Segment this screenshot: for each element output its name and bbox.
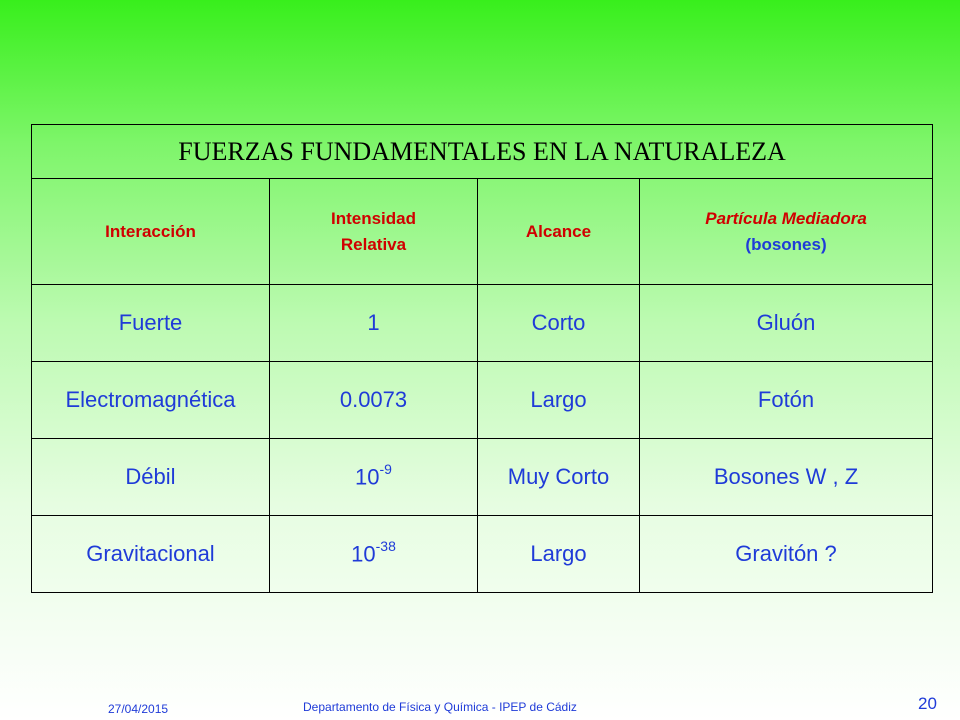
header-particula-line2: (bosones): [745, 234, 827, 254]
header-intensidad-line2: Relativa: [340, 234, 407, 254]
forces-table: [31, 124, 933, 593]
cell-particula: Bosones W , Z: [640, 439, 933, 516]
cell-particula: Fotón: [640, 362, 933, 439]
table-row: [32, 439, 933, 516]
intensity-exponent: -38: [375, 538, 396, 555]
cell-particula: Gluón: [640, 285, 933, 362]
header-intensidad-line1: Intensidad: [330, 209, 416, 228]
cell-interaccion: Electromagnética: [32, 362, 270, 439]
footer-date: 27/04/2015: [108, 702, 169, 716]
intensity-base: 10: [355, 464, 380, 490]
cell-interaccion: Débil: [32, 439, 270, 516]
intensity-exponent: -9: [379, 461, 392, 478]
cell-intensidad: 0.0073: [270, 362, 478, 439]
cell-interaccion: Gravitacional: [32, 516, 270, 593]
header-row: [32, 179, 933, 285]
intensity-base: 10: [351, 541, 376, 567]
table-row: [32, 516, 933, 593]
header-alcance: Alcance: [478, 179, 640, 285]
cell-intensidad: [270, 516, 478, 593]
table-title: FUERZAS FUNDAMENTALES EN LA NATURALEZA: [32, 125, 933, 179]
cell-alcance: Corto: [478, 285, 640, 362]
cell-alcance: Largo: [478, 516, 640, 593]
table-row: [32, 362, 933, 439]
header-interaccion: Interacción: [32, 179, 270, 285]
footer-department: Departamento de Física y Química - IPEP de Cádiz: [303, 700, 577, 714]
table-row: [32, 285, 933, 362]
header-particula: [640, 179, 933, 285]
cell-alcance: Largo: [478, 362, 640, 439]
page-number: 20: [918, 694, 937, 713]
cell-alcance: Muy Corto: [478, 439, 640, 516]
cell-interaccion: Fuerte: [32, 285, 270, 362]
cell-intensidad: [270, 439, 478, 516]
header-intensidad: [270, 179, 478, 285]
header-particula-line1: Partícula Mediadora: [705, 209, 867, 228]
cell-intensidad: 1: [270, 285, 478, 362]
cell-particula: Gravitón ?: [640, 516, 933, 593]
